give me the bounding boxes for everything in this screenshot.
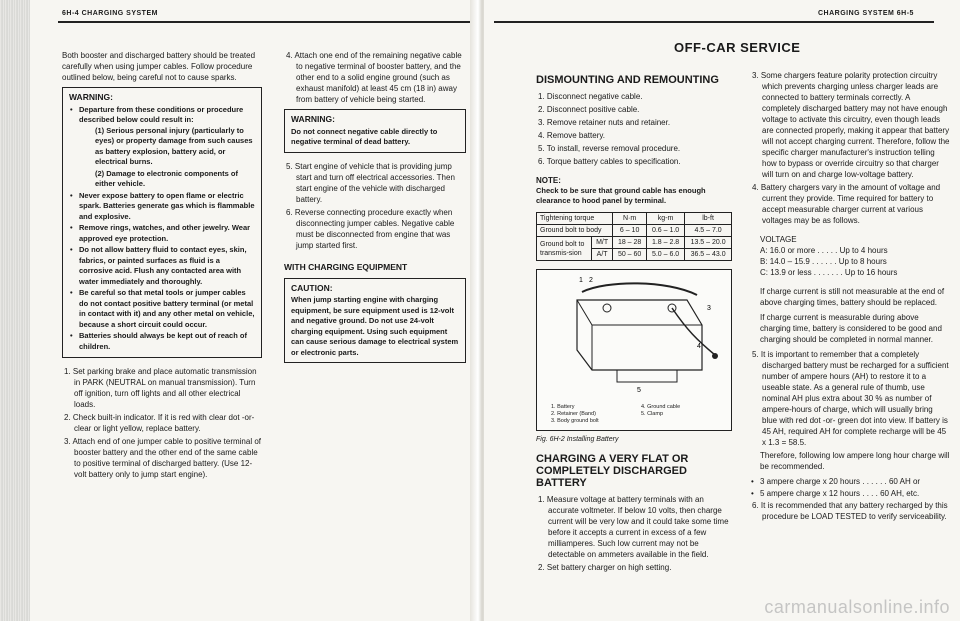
warning-sublist xyxy=(79,126,255,190)
ground-cable xyxy=(672,308,715,355)
jump-start-steps xyxy=(62,366,262,480)
header-rule xyxy=(58,21,470,23)
table-cell: 50 – 60 xyxy=(613,249,647,261)
right-page xyxy=(484,0,960,621)
battery-body-outline xyxy=(577,300,702,370)
warning-item-text: Departure from these conditions or procedure described below could result in: xyxy=(79,104,244,124)
warning-item: • Be careful so that metal tools or jumper cables do not contact positive battery terminal (or metal in contact with it) and any other metal on vehicle, because a short circuit could occur. xyxy=(79,288,255,330)
step-item: 5. It is important to remember that a completely discharged battery must be recharged for a sufficient number of ampere hours (AH) to restore it to a useable state. As a general rule of thumb, use nominal AH plus extra about 30 % as number of ampere-hours of charge, which will usually bring blue with red dot -or- green dot into view. If battery is 45 AH, required AH for complete recharge will be 45 x 1.3 = 58.5. xyxy=(752,350,949,447)
left-column xyxy=(62,50,262,482)
left-page-header: 6H-4 CHARGING SYSTEM xyxy=(62,10,158,17)
right-page-header: CHARGING SYSTEM 6H-5 xyxy=(818,10,914,17)
step-item: 3. Remove retainer nuts and retainer. xyxy=(538,118,671,127)
step-item: 2. Check built-in indicator. If it is red with clear dot -or- clear or light yellow, replace battery. xyxy=(64,413,255,433)
table-row xyxy=(537,225,732,237)
battery-drawing xyxy=(537,270,731,395)
warning-list xyxy=(69,105,255,353)
table-cell: M/T xyxy=(592,237,613,249)
note-text: Check to be sure that ground cable has enough clearance to hood panel by terminal. xyxy=(536,186,706,205)
table-header-row xyxy=(537,213,732,225)
table-row xyxy=(537,237,732,249)
step-item: 5. Start engine of vehicle that is providing jump start and turn off electrical accessories. Then start engine of the vehicle with discharged battery. xyxy=(286,161,455,204)
warning-title: WARNING: xyxy=(69,92,113,102)
step-item: 4. Attach one end of the remaining negative cable to negative terminal of booster battery, and the other end to a solid engine ground (such as exhaust manifold) at least 45 cm (18 in) away from battery of vehicle being started. xyxy=(286,51,462,104)
caution-title: CAUTION: xyxy=(291,282,333,293)
step-item: 1. Measure voltage at battery terminals with an accurate voltmeter. If below 10 volts, then charge current will be very low and it could take some time before it accepts a current in excess of a few milliamperes. Such low current may not be detectable on ammeters available in the field. xyxy=(538,495,729,559)
negative-terminal xyxy=(603,304,611,312)
caution-box xyxy=(284,278,466,364)
charging-steps xyxy=(750,70,950,226)
warning-subitem: (1) Serious personal injury (particularly to eyes) or property damage from such causes as battery explosion, battery acid, or electrical burns. xyxy=(95,125,253,166)
off-car-service-title: OFF-CAR SERVICE xyxy=(674,40,801,55)
warning-box-negative-cable xyxy=(284,109,466,153)
callout-2: 2 xyxy=(589,277,593,284)
header-rule xyxy=(494,21,934,23)
body-ground-bolt xyxy=(712,353,718,359)
step-item: 5. To install, reverse removal procedure. xyxy=(538,144,681,153)
table-cell: 18 – 28 xyxy=(613,237,647,249)
voltage-row: B: 14.0 – 15.9 . . . . . . Up to 8 hours xyxy=(760,257,887,266)
callout-3: 3 xyxy=(707,305,711,312)
step-item: 6. It is recommended that any battery recharged by this procedure be LOAD TESTED to verify serviceability. xyxy=(752,501,948,521)
warning-item: • Remove rings, watches, and other jewelry. Wear approved eye protection. xyxy=(79,223,255,244)
jump-start-steps-cont xyxy=(284,161,466,251)
charging-steps-cont xyxy=(750,349,950,448)
voltage-table xyxy=(760,234,950,278)
middle-column xyxy=(284,50,466,371)
flat-battery-steps xyxy=(536,494,736,573)
table-header-cell: kg-m xyxy=(647,213,685,225)
step-item: 3. Some chargers feature polarity protection circuitry which prevents charging unless charger leads are connected to battery terminals correctly. A completely discharged battery may not have enough voltage to activate this circuitry, even though leads are connected properly, making it appear that battery will not accept charging current. Therefore, follow the specific charger manufacturer's instruction telling how to bypass or override circuitry so that charger will turn on and charge low-voltage battery. xyxy=(752,71,950,179)
callout-4: 4 xyxy=(697,343,701,350)
warning-item: • Never expose battery to open flame or electric spark. Batteries generate gas which is flammable and explosive. xyxy=(79,191,255,223)
step-4-list xyxy=(284,50,466,105)
intro-paragraph: Both booster and discharged battery should be treated carefully when using jumper cables. Follow procedure outlined below, being careful not to cause sparks. xyxy=(62,51,256,82)
table-header-cell: lb-ft xyxy=(685,213,732,225)
step-item: 3. Attach end of one jumper cable to positive terminal of booster battery and the other end of the same cable to positive terminal of discharged battery. (Use 12-volt battery only to jump start engine). xyxy=(64,437,262,479)
figure-legend-right xyxy=(641,404,680,418)
dismounting-heading: DISMOUNTING AND REMOUNTING xyxy=(536,74,719,86)
warning-item: • Do not allow battery fluid to contact eyes, skin, fabrics, or painted surfaces as fluid is a corrosive acid. Flush any contacted area with water immediately and thoroughly. xyxy=(79,245,255,287)
legend-item: 1. Battery xyxy=(551,404,575,410)
figure-caption: Fig. 6H-2 Installing Battery xyxy=(536,436,619,443)
table-cell: A/T xyxy=(592,249,613,261)
table-cell: 13.5 – 20.0 xyxy=(685,237,732,249)
list-item: • 3 ampere charge x 20 hours . . . . . . 60 AH or xyxy=(760,476,950,487)
step-item: 1. Disconnect negative cable. xyxy=(538,92,643,101)
table-cell: Ground bolt to transmis-sion xyxy=(537,237,592,261)
dismounting-steps xyxy=(536,91,736,167)
watermark: carmanualsonline.info xyxy=(764,597,950,617)
table-cell: 4.5 – 7.0 xyxy=(685,225,732,237)
table-cell: 0.6 – 1.0 xyxy=(647,225,685,237)
callout-5: 5 xyxy=(637,387,641,394)
warning-box xyxy=(62,87,262,358)
step-item: 2. Disconnect positive cable. xyxy=(538,105,640,114)
flat-battery-heading: CHARGING A VERY FLAT OR COMPLETELY DISCHARGED BATTERY xyxy=(536,453,689,489)
left-page xyxy=(0,0,478,621)
step-item: 4. Battery chargers vary in the amount of voltage and current they provide. Time required for battery to accept measurable charger current at various voltages may be as follows. xyxy=(752,183,941,225)
table-cell: 5.0 – 6.0 xyxy=(647,249,685,261)
battery-installation-figure xyxy=(536,269,732,431)
right-right-column xyxy=(750,70,950,524)
voltage-row: C: 13.9 or less . . . . . . . Up to 16 hours xyxy=(760,268,898,277)
warning-item xyxy=(79,105,255,190)
list-item: • 5 ampere charge x 12 hours . . . . 60 AH, etc. xyxy=(760,488,950,499)
battery-top-edge xyxy=(577,300,702,325)
table-cell: 6 – 10 xyxy=(613,225,647,237)
paragraph: If charge current is still not measurable at the end of above charging times, battery should be replaced. xyxy=(760,287,945,307)
voltage-title: VOLTAGE xyxy=(760,235,797,244)
torque-table xyxy=(536,212,732,261)
page-edge-strip xyxy=(0,0,30,621)
warning-item: • Batteries should always be kept out of reach of children. xyxy=(79,331,255,352)
legend-item: 3. Body ground bolt xyxy=(551,418,599,424)
table-cell: Ground bolt to body xyxy=(537,225,613,237)
retainer-band xyxy=(582,283,697,295)
warning-title: WARNING: xyxy=(291,114,335,124)
table-cell: 1.8 – 2.8 xyxy=(647,237,685,249)
step-item: 6. Torque battery cables to specification. xyxy=(538,157,681,166)
note-title: NOTE: xyxy=(536,176,561,185)
voltage-row: A: 16.0 or more . . . . . Up to 4 hours xyxy=(760,246,888,255)
paragraph: If charge current is measurable during above charging time, battery is considered to be good and charging should be completed in normal manner. xyxy=(760,313,942,344)
legend-item: 5. Clamp xyxy=(641,411,664,417)
caution-text: When jump starting engine with charging equipment, be sure equipment used is 12-volt and negative ground. Do not use 24-volt charging equipment. Using such equipment can cause serious damage to electrical system or electronic parts. xyxy=(291,295,459,357)
warning-text: Do not connect negative cable directly to negative terminal of dead battery. xyxy=(291,126,438,146)
table-header-cell: Tightening torque xyxy=(537,213,613,225)
paragraph: Therefore, following low ampere long hour charge will be recommended. xyxy=(760,451,950,471)
charging-steps-final xyxy=(750,500,950,522)
legend-item: 2. Retainer (Band) xyxy=(551,411,596,417)
figure-legend-left xyxy=(551,404,599,425)
right-left-column xyxy=(536,68,736,575)
step-item: 2. Set battery charger on high setting. xyxy=(538,563,672,572)
step-item: 1. Set parking brake and place automatic transmission in PARK (NEUTRAL on manual transmission). Turn off ignition, turn off lights and all other electrical loads. xyxy=(64,367,257,409)
callout-1: 1 xyxy=(579,277,583,284)
with-charging-equipment-heading: WITH CHARGING EQUIPMENT xyxy=(284,261,408,272)
warning-subitem: (2) Damage to electronic components of either vehicle. xyxy=(95,168,238,188)
table-header-cell: N·m xyxy=(613,213,647,225)
step-item: 6. Reverse connecting procedure exactly when disconnecting jumper cables. Negative cable must be disconnected from engine that was jump started first. xyxy=(286,207,455,250)
legend-item: 4. Ground cable xyxy=(641,404,681,410)
table-cell: 36.5 – 43.0 xyxy=(685,249,732,261)
step-item: 4. Remove battery. xyxy=(538,131,605,140)
charge-options-list xyxy=(750,476,950,499)
clamp xyxy=(617,370,677,382)
